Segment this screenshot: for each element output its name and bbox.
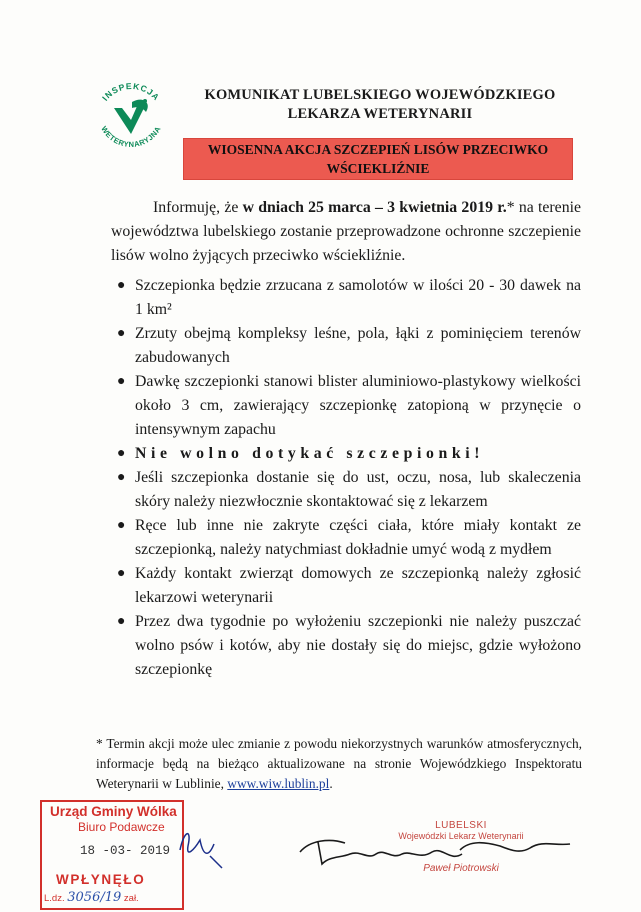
footnote	[96, 734, 582, 794]
bullet-icon: ●	[117, 326, 126, 341]
warning-item: ● Nie wolno dotykać szczepionki!	[121, 442, 581, 466]
bullet-icon: ●	[117, 470, 126, 485]
website-link[interactable]: www.wiw.lublin.pl	[227, 776, 330, 791]
svg-text:INSPEKCJA	[100, 81, 162, 103]
stamp-reference: L.dz. 3056/19 zał.	[44, 890, 139, 905]
stamp2-line2: Wojewódzki Lekarz Weterynarii	[398, 831, 524, 841]
stamp-date: 18 -03- 2019	[80, 844, 171, 858]
veterinary-emblem-icon	[88, 74, 174, 160]
stamp-received: WPŁYNĘŁO	[56, 872, 146, 887]
title-line-2: LEKARZA WETERYNARII	[287, 106, 473, 122]
inspection-logo	[88, 74, 174, 160]
stamp2-name: Paweł Piotrowski	[423, 863, 499, 874]
handwritten-signatures	[170, 810, 640, 910]
intro-dates: w dniach 25 marca – 3 kwietnia 2019 r.	[242, 199, 507, 216]
list-item: ● Przez dwa tygodnie po wyłożeniu szczepionki nie należy puszczać wolno psów i kotów, aby nie dostały się do miejsc, gdzie wyłożono szczepionkę	[121, 610, 581, 682]
bullet-icon: ●	[117, 278, 126, 293]
stamp2-line1: LUBELSKI	[435, 820, 487, 831]
page-title	[180, 86, 580, 124]
list-item: ● Każdy kontakt zwierząt domowych ze szczepionką należy zgłosić lekarzowi weterynarii	[121, 562, 581, 610]
list-item: ● Zrzuty obejmą kompleksy leśne, pola, łąki z pominięciem terenów zabudowanych	[121, 322, 581, 370]
bullet-icon: ●	[117, 614, 126, 629]
list-item: ● Jeśli szczepionka dostanie się do ust, oczu, nosa, lub skaleczenia skóry należy niezwłocznie skontaktować się z lekarzem	[121, 466, 581, 514]
registry-stamp	[40, 800, 184, 910]
bullet-icon: ●	[117, 566, 126, 581]
announcement-body	[111, 196, 581, 682]
bullet-icon: ●	[117, 446, 131, 461]
bullet-icon: ●	[117, 518, 126, 533]
bullet-icon: ●	[117, 374, 126, 389]
logo-text-bottom: WETERYNARYJNA	[99, 124, 163, 150]
logo-text-top: INSPEKCJA	[99, 80, 162, 103]
list-item: ● Szczepionka będzie zrzucana z samolotów w ilości 20 - 30 dawek na 1 km²	[121, 274, 581, 322]
footnote-text: * Termin akcji może ulec zmianie z powodu niekorzystnych warunków atmosferycznych, informacje będą na bieżąco aktualizowane na stronie Wojewódzkiego Inspektoratu Weterynarii w Lublinie,	[96, 736, 582, 791]
list-item: ● Dawkę szczepionki stanowi blister aluminiowo-plastykowy wielkości około 3 cm, zawierający szczepionkę zatopioną w przynęcie o intensywnym zapachu	[121, 370, 581, 442]
subtitle-line-1: WIOSENNA AKCJA SZCZEPIEŃ LISÓW PRZECIWKO	[207, 142, 549, 157]
title-line-1: KOMUNIKAT LUBELSKIEGO WOJEWÓDZKIEGO	[204, 87, 556, 103]
stamp-office: Urząd Gminy Wólka	[50, 804, 177, 819]
subtitle-line-2: WŚCIEKLIŹNIE	[326, 161, 430, 176]
footnote-end: .	[329, 776, 333, 791]
subtitle-highlight	[183, 138, 573, 180]
instruction-list	[111, 274, 581, 682]
stamp-ref-number: 3056/19	[67, 890, 122, 905]
intro-lead: Informuję, że	[153, 199, 243, 216]
intro-rest: * na terenie województwa lubelskiego zostanie przeprowadzone ochronne szczepienie lisów wolno żyjących przeciwko wściekliźnie.	[111, 199, 581, 264]
stamp-desk: Biuro Podawcze	[78, 820, 165, 834]
list-item: ● Ręce lub inne nie zakryte części ciała, które miały kontakt ze szczepionką, należy natychmiast dokładnie umyć wodą z mydłem	[121, 514, 581, 562]
intro-paragraph	[111, 196, 581, 268]
